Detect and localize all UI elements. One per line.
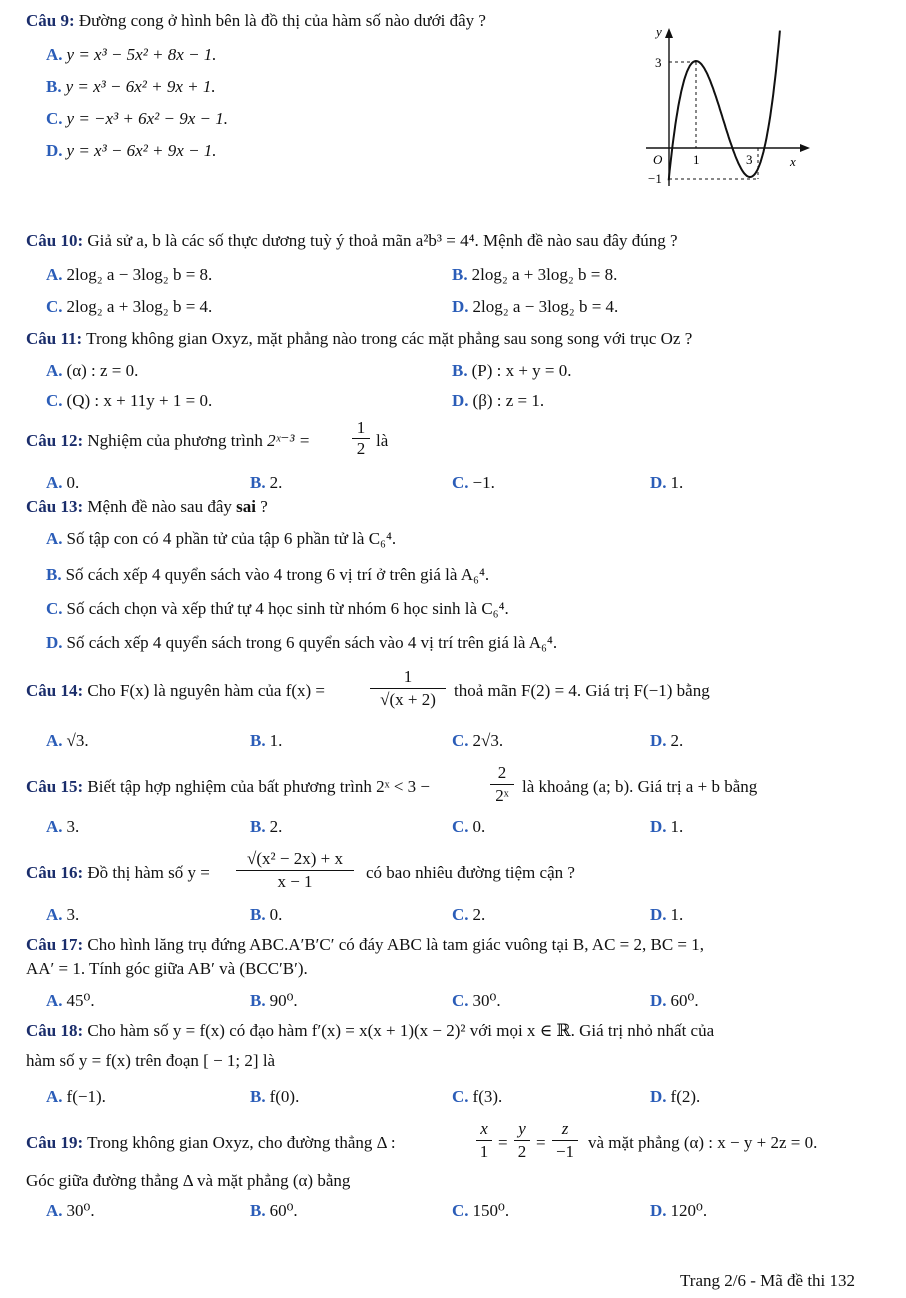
q9-function-graph [638,22,814,194]
q15-fraction-den: 2ˣ [490,784,514,807]
q17-option-a-letter: A. [46,991,63,1010]
q18-option-c[interactable] [452,1086,502,1108]
q9-option-b-text: y = x³ − 6x² + 9x + 1. [65,77,216,96]
q13-option-c-letter: C. [46,599,63,618]
question-14-text-post: thoả mãn F(2) = 4. Giá trị F(−1) bằng [454,681,710,700]
question-14-text-pre: Cho F(x) là nguyên hàm của f(x) = [87,681,326,700]
q16-option-b-text: 0. [269,905,283,924]
question-19-stem [26,1132,396,1154]
question-18-number: Câu 18: [26,1021,84,1040]
question-18-text-line1: Cho hàm số y = f(x) có đạo hàm f′(x) = x(x + 1)(x − 2)² với mọi x ∈ ℝ. Giá trị nhỏ nhất của [87,1021,715,1040]
q19-option-d-letter: D. [650,1201,667,1220]
q10-option-a-text: 2log₂ a − 3log₂ b = 8. [66,265,213,284]
q9-option-d-letter: D. [46,141,63,160]
graph-x-tick-1: 1 [693,152,700,167]
question-15-number: Câu 15: [26,777,84,796]
question-16-text-pre: Đồ thị hàm số y = [87,863,210,882]
q11-option-a-letter: A. [46,361,63,380]
question-14-number: Câu 14: [26,681,84,700]
q11-option-b-text: (P) : x + y = 0. [471,361,572,380]
q15-option-c[interactable] [452,816,485,838]
question-16-stem [26,862,210,884]
q19-option-a[interactable] [46,1200,95,1222]
q16-option-b[interactable] [250,904,282,926]
graph-curve [669,31,780,181]
q10-option-a-letter: A. [46,265,63,284]
q17-option-c-letter: C. [452,991,469,1010]
q13-option-a-text: Số tập con có 4 phần tử của tập 6 phần tử là C₆⁴. [66,529,397,548]
graph-y-tick-top: 3 [655,55,662,70]
question-15-stem [26,776,430,798]
question-9-number: Câu 9: [26,11,75,30]
question-13-stem [26,496,268,518]
q9-option-a-letter: A. [46,45,63,64]
question-18-stem [26,1020,714,1042]
q15-option-c-letter: C. [452,817,469,836]
q19-option-a-text: 30⁰. [66,1201,95,1220]
q15-option-a-text: 3. [66,817,80,836]
q16-fraction [236,848,354,893]
q18-option-d-letter: D. [650,1087,667,1106]
q9-option-c-text: y = −x³ + 6x² − 9x − 1. [66,109,229,128]
q18-option-d-text: f(2). [670,1087,701,1106]
q18-option-d[interactable] [650,1086,700,1108]
q14-option-b[interactable] [250,730,282,752]
q10-option-a[interactable] [46,264,212,286]
question-19-text-post: và mặt phẳng (α) : x − y + 2z = 0. [588,1133,818,1152]
q17-option-a-text: 45⁰. [66,991,95,1010]
graph-x-arrow [800,144,810,152]
question-10-text: Giả sử a, b là các số thực dương tuỳ ý thoả mãn a²b³ = 4⁴. Mệnh đề nào sau đây đúng ? [87,231,678,250]
page-footer: Trang 2/6 - Mã đề thi 132 [680,1271,856,1290]
q19-option-b-letter: B. [250,1201,266,1220]
q14-option-d-text: 2. [670,731,684,750]
q11-option-d-text: (β) : z = 1. [472,391,545,410]
q15-fraction-num: 2 [497,763,507,782]
q13-option-d-text: Số cách xếp 4 quyển sách trong 6 quyển sách vào 4 vị trí trên giá là A₆⁴. [66,633,558,652]
question-12-stem [26,430,310,452]
q11-option-b[interactable] [452,360,572,382]
question-13-bold-word: sai [236,497,256,516]
q14-option-c-text: 2√3. [472,731,504,750]
q16-option-c[interactable] [452,904,485,926]
question-12-text-pre: Nghiệm của phương trình [87,431,263,450]
q17-option-c[interactable] [452,990,501,1012]
q14-fraction-num: 1 [403,667,413,686]
question-19-text-line2: Góc giữa đường thẳng Δ và mặt phẳng (α) bằng [26,1171,351,1190]
q10-option-c[interactable] [46,296,212,318]
q10-option-c-letter: C. [46,297,63,316]
q16-option-d-text: 1. [670,905,684,924]
q12-option-c[interactable] [452,472,495,494]
q16-option-a-letter: A. [46,905,63,924]
q16-fraction-den: x − 1 [236,870,354,893]
graph-origin-label: O [653,152,663,167]
q19-fraction-y-den: 2 [514,1140,530,1163]
graph-x-label: x [790,154,796,169]
q13-option-b[interactable] [46,564,489,586]
q18-option-a-letter: A. [46,1087,63,1106]
question-11-text: Trong không gian Oxyz, mặt phẳng nào trong các mặt phẳng sau song song với trục Oz ? [86,329,693,348]
q15-option-a[interactable] [46,816,79,838]
q16-fraction-num: √(x² − 2x) + x [247,849,343,868]
q17-option-b-letter: B. [250,991,266,1010]
q13-option-c-text: Số cách chọn và xếp thứ tự 4 học sinh từ nhóm 6 học sinh là C₆⁴. [66,599,509,618]
q16-option-c-text: 2. [472,905,486,924]
q19-option-d-text: 120⁰. [670,1201,708,1220]
q17-option-d-text: 60⁰. [670,991,699,1010]
q11-option-b-letter: B. [452,361,468,380]
q18-option-b-letter: B. [250,1087,266,1106]
q17-option-d[interactable] [650,990,699,1012]
question-12-number: Câu 12: [26,431,84,450]
q19-fraction-z-num: z [561,1119,569,1138]
q12-option-c-text: −1. [472,473,495,492]
q13-option-d[interactable] [46,632,557,654]
question-15-text-pre: Biết tập hợp nghiệm của bất phương trình 2ˣ < 3 − [87,777,430,796]
graph-x-tick-3: 3 [746,152,753,167]
question-17-text-line2: AA′ = 1. Tính góc giữa AB′ và (BCC′B′). [26,959,308,978]
q18-option-a[interactable] [46,1086,106,1108]
q12-option-c-letter: C. [452,473,469,492]
q12-option-a-letter: A. [46,473,63,492]
q19-equals-2: = [536,1133,546,1152]
q14-option-a-text: √3. [66,731,89,750]
q16-option-d-letter: D. [650,905,667,924]
q12-option-a[interactable] [46,472,79,494]
q15-option-d-letter: D. [650,817,667,836]
q14-option-d-letter: D. [650,731,667,750]
q18-option-b[interactable] [250,1086,299,1108]
q12-option-d[interactable] [650,472,683,494]
q10-option-b-text: 2log₂ a + 3log₂ b = 8. [471,265,618,284]
q12-fraction-den: 2 [352,438,370,459]
q10-option-c-text: 2log₂ a + 3log₂ b = 4. [66,297,213,316]
q10-option-b[interactable] [452,264,617,286]
question-16-text-post: có bao nhiêu đường tiệm cận ? [366,863,575,882]
q9-option-c[interactable] [46,108,228,130]
q9-option-a-text: y = x³ − 5x² + 8x − 1. [66,45,217,64]
q14-fraction-den: √(x + 2) [370,688,446,711]
q11-option-c-text: (Q) : x + 11y + 1 = 0. [66,391,213,410]
q11-option-d-letter: D. [452,391,469,410]
q19-option-c-letter: C. [452,1201,469,1220]
q13-option-c[interactable] [46,598,509,620]
q17-option-d-letter: D. [650,991,667,1010]
q12-fraction-num: 1 [356,418,366,437]
q14-option-d[interactable] [650,730,683,752]
question-9-stem [26,10,486,32]
q16-option-a-text: 3. [66,905,80,924]
question-17-stem [26,934,704,956]
q15-option-b-text: 2. [269,817,283,836]
q16-option-d[interactable] [650,904,683,926]
q18-option-a-text: f(−1). [66,1087,106,1106]
q15-option-c-text: 0. [472,817,486,836]
q11-option-a-text: (α) : z = 0. [66,361,139,380]
q15-option-d-text: 1. [670,817,684,836]
q19-option-c-text: 150⁰. [472,1201,510,1220]
q11-option-d[interactable] [452,390,544,412]
q17-option-b-text: 90⁰. [269,991,298,1010]
q18-option-c-text: f(3). [472,1087,503,1106]
q17-option-a[interactable] [46,990,95,1012]
q19-fraction-z [552,1118,578,1163]
question-10-stem [26,230,678,252]
q18-option-c-letter: C. [452,1087,469,1106]
q10-option-d-letter: D. [452,297,469,316]
q14-fraction [370,666,446,711]
q15-option-b[interactable] [250,816,282,838]
q12-option-b[interactable] [250,472,282,494]
q19-option-b-text: 60⁰. [269,1201,298,1220]
q14-option-c-letter: C. [452,731,469,750]
q17-option-b[interactable] [250,990,298,1012]
q13-option-d-letter: D. [46,633,63,652]
question-17-text-line1: Cho hình lăng trụ đứng ABC.A′B′C′ có đáy ABC là tam giác vuông tại B, AC = 2, BC = 1, [87,935,705,954]
q14-option-b-letter: B. [250,731,266,750]
question-11-number: Câu 11: [26,329,83,348]
q15-option-d[interactable] [650,816,683,838]
graph-y-label: y [656,24,662,39]
q19-option-d[interactable] [650,1200,707,1222]
q12-option-b-text: 2. [269,473,283,492]
question-17-number: Câu 17: [26,935,84,954]
question-13-text: Mệnh đề nào sau đây [87,497,232,516]
q14-option-a[interactable] [46,730,89,752]
q19-fraction-x-den: 1 [476,1140,492,1163]
graph-y-tick-bottom: −1 [648,171,662,186]
q16-option-b-letter: B. [250,905,266,924]
q9-option-d[interactable] [46,140,217,162]
question-11-stem [26,328,692,350]
q17-option-c-text: 30⁰. [472,991,501,1010]
q10-option-d[interactable] [452,296,618,318]
q19-fraction-y-num: y [518,1119,526,1138]
q19-option-b[interactable] [250,1200,298,1222]
q19-fraction-z-den: −1 [552,1140,578,1163]
question-19-text-pre: Trong không gian Oxyz, cho đường thẳng Δ : [87,1133,396,1152]
question-12-text-post: là [376,431,389,450]
q12-option-a-text: 0. [66,473,80,492]
question-14-stem [26,680,325,702]
q19-option-c[interactable] [452,1200,509,1222]
q19-fraction-x [476,1118,492,1163]
question-13-number: Câu 13: [26,497,84,516]
q19-option-a-letter: A. [46,1201,63,1220]
q9-option-c-letter: C. [46,109,63,128]
q19-fraction-x-num: x [480,1119,488,1138]
q11-option-c-letter: C. [46,391,63,410]
q10-option-b-letter: B. [452,265,468,284]
q19-equals-1: = [498,1133,508,1152]
question-16-number: Câu 16: [26,863,84,882]
graph-y-arrow [665,28,673,38]
q15-fraction [490,762,514,807]
q13-option-b-letter: B. [46,565,62,584]
question-18-text-line2: hàm số y = f(x) trên đoạn [ − 1; 2] là [26,1051,276,1070]
q9-option-d-text: y = x³ − 6x² + 9x − 1. [66,141,217,160]
q11-option-c[interactable] [46,390,212,412]
q15-option-a-letter: A. [46,817,63,836]
question-13-text-end: ? [260,497,268,516]
q12-fraction [352,418,370,459]
q12-option-d-text: 1. [670,473,684,492]
question-12-expr: 2ˣ⁻³ = [267,431,311,450]
question-15-text-post: là khoảng (a; b). Giá trị a + b bằng [522,777,758,796]
q16-option-c-letter: C. [452,905,469,924]
q9-option-a[interactable] [46,44,217,66]
q16-option-a[interactable] [46,904,79,926]
q13-option-b-text: Số cách xếp 4 quyển sách vào 4 trong 6 vị trí ở trên giá là A₆⁴. [65,565,490,584]
q13-option-a[interactable] [46,528,396,550]
q12-option-d-letter: D. [650,473,667,492]
q9-option-b-letter: B. [46,77,62,96]
q18-option-b-text: f(0). [269,1087,300,1106]
q11-option-a[interactable] [46,360,138,382]
q13-option-a-letter: A. [46,529,63,548]
question-19-number: Câu 19: [26,1133,84,1152]
q15-option-b-letter: B. [250,817,266,836]
q14-option-b-text: 1. [269,731,283,750]
q19-fraction-y [514,1118,530,1163]
question-10-number: Câu 10: [26,231,84,250]
question-9-text: Đường cong ở hình bên là đồ thị của hàm số nào dưới đây ? [78,11,486,30]
q12-option-b-letter: B. [250,473,266,492]
q14-option-a-letter: A. [46,731,63,750]
q9-option-b[interactable] [46,76,216,98]
q14-option-c[interactable] [452,730,503,752]
q10-option-d-text: 2log₂ a − 3log₂ b = 4. [472,297,619,316]
